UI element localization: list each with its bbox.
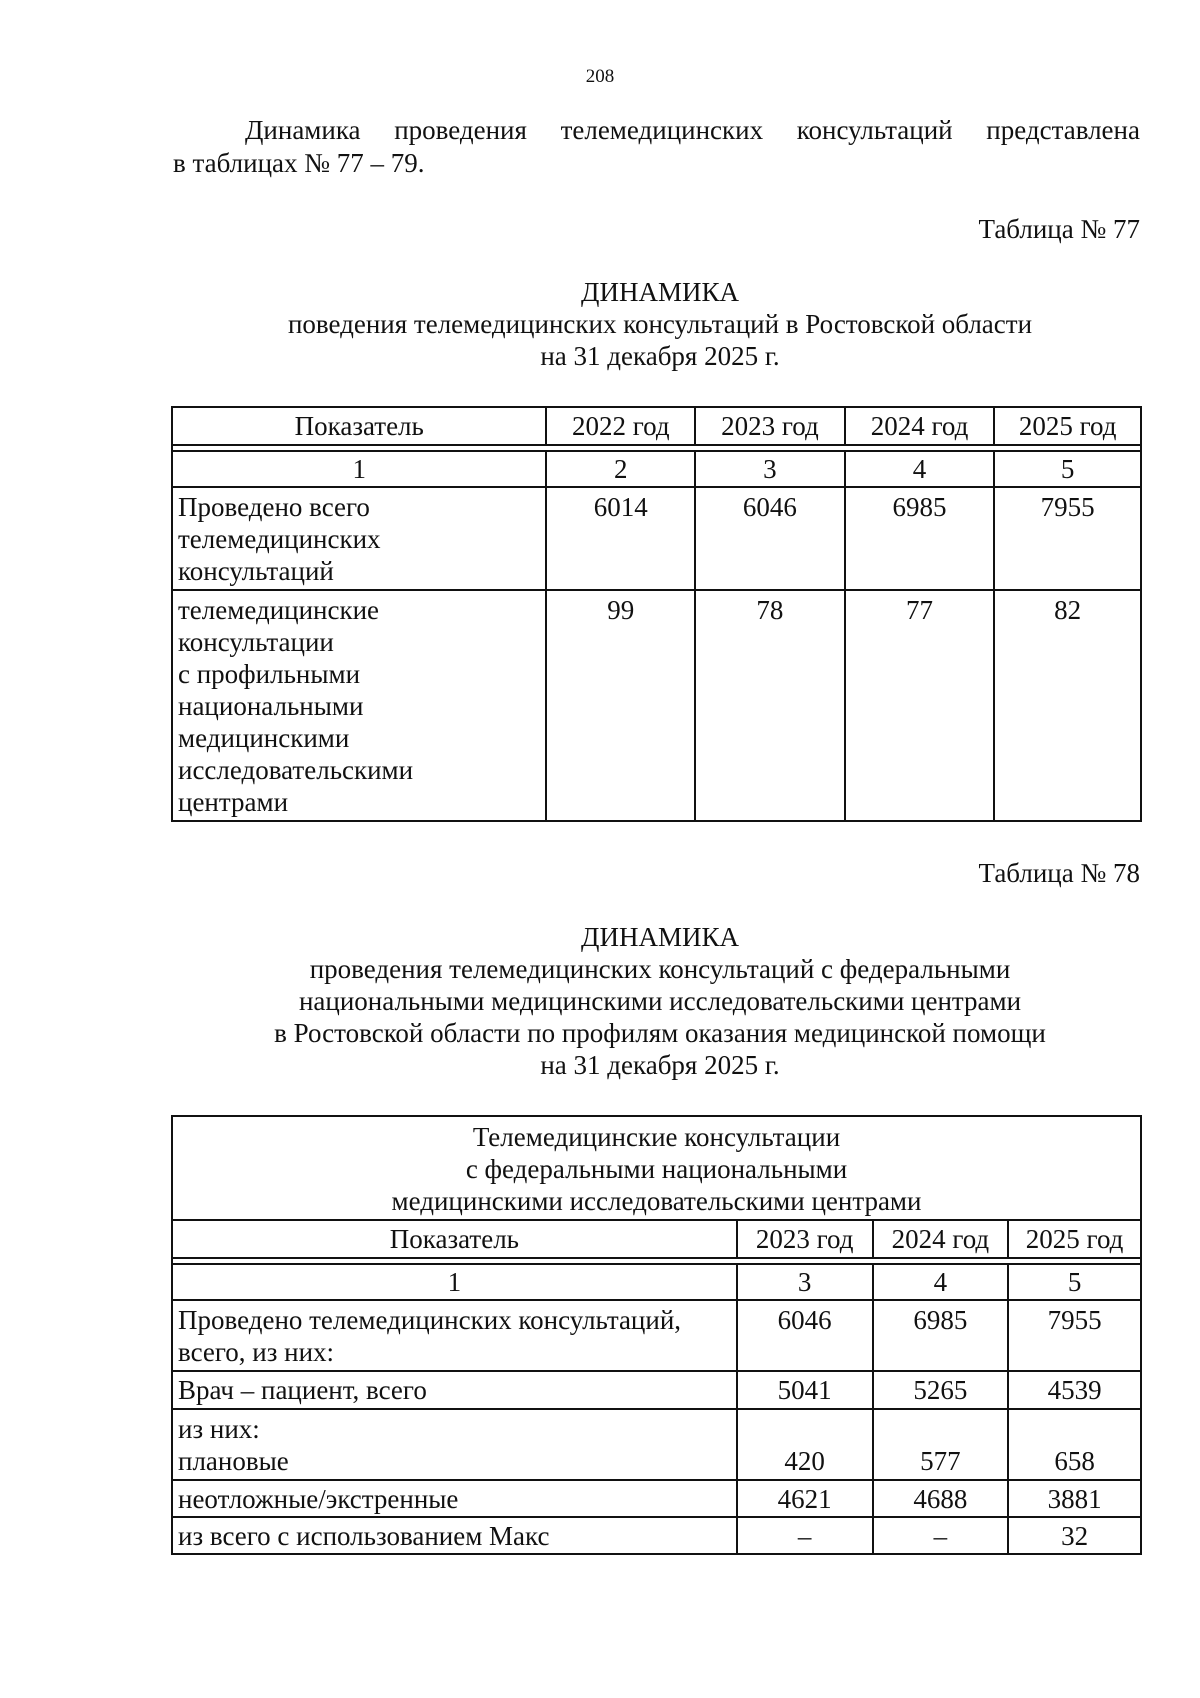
table78-numbering-cell: 1: [172, 1264, 737, 1300]
row-label-line: телемедицинских: [178, 524, 381, 554]
intro-line-1: [173, 114, 1140, 147]
table-cell: 6985: [873, 1300, 1009, 1371]
row-label-line: Врач – пациент, всего: [178, 1375, 427, 1405]
table78-row-label: [172, 1409, 737, 1480]
table77-title-block: [160, 276, 1160, 372]
table77-subtitle-line: поведения телемедицинских консультаций в Ростовской области: [287, 309, 1033, 339]
table-cell: 7955: [1008, 1300, 1141, 1371]
row-label-line: из них:: [178, 1414, 260, 1444]
table77-numbering-cell: 4: [845, 451, 995, 487]
table78-row-label: [172, 1480, 737, 1517]
table-row: [172, 590, 1141, 821]
table78-numbering-cell: 5: [1008, 1264, 1141, 1300]
table78-group-header-row: [172, 1116, 1141, 1220]
table-cell: 5041: [737, 1371, 873, 1409]
intro-line-2: в таблицах № 77 – 79.: [173, 148, 425, 178]
table77-header-cell: 2024 год: [845, 407, 995, 445]
table-cell: 3881: [1008, 1480, 1141, 1517]
table77: [171, 406, 1142, 822]
intro-word: представлена: [986, 115, 1140, 145]
row-label-line: Проведено телемедицинских консультаций,: [178, 1305, 682, 1335]
table77-numbering-cell: 1: [172, 451, 546, 487]
row-label-line: центрами: [178, 787, 289, 817]
table78-row-label: [172, 1371, 737, 1409]
row-label-line: телемедицинские: [178, 595, 380, 625]
table78-row-label: [172, 1517, 737, 1554]
table78-subtitle-line: на 31 декабря 2025 г.: [540, 1050, 780, 1080]
table78-header-cell: 2025 год: [1008, 1220, 1141, 1258]
table-row: [172, 1409, 1141, 1480]
table-cell: 78: [695, 590, 845, 821]
table78-title-block: [160, 921, 1160, 1081]
group-header-line: Телемедицинские консультации: [472, 1122, 841, 1152]
table-row: [172, 487, 1141, 590]
row-label-line: плановые: [178, 1446, 289, 1476]
table-cell: 4688: [873, 1480, 1009, 1517]
table-cell: 6014: [546, 487, 695, 590]
table78-numbering-cell: 4: [873, 1264, 1009, 1300]
table77-numbering-cell: 2: [546, 451, 695, 487]
table-cell: 420: [737, 1409, 873, 1480]
table-cell: –: [873, 1517, 1009, 1554]
table77-header-cell: Показатель: [172, 407, 546, 445]
table78-numbering-cell: 3: [737, 1264, 873, 1300]
table78-subtitle-line: в Ростовской области по профилям оказания медицинской помощи: [274, 1018, 1046, 1048]
intro-word: консультаций: [796, 115, 953, 145]
table-cell: 77: [845, 590, 995, 821]
table-cell: 7955: [994, 487, 1141, 590]
table78-subtitle-line: проведения телемедицинских консультаций с федеральными: [309, 954, 1011, 984]
table77-title: ДИНАМИКА: [581, 277, 739, 307]
table-cell: 6046: [695, 487, 845, 590]
table-cell: 32: [1008, 1517, 1141, 1554]
table-cell: 577: [873, 1409, 1009, 1480]
table-cell: 4539: [1008, 1371, 1141, 1409]
table77-numbering-cell: 5: [994, 451, 1141, 487]
intro-paragraph: [173, 114, 1140, 180]
table77-header-cell: 2022 год: [546, 407, 695, 445]
table-cell: 6046: [737, 1300, 873, 1371]
table78-header-cell: 2023 год: [737, 1220, 873, 1258]
table78-caption: Таблица № 78: [978, 858, 1140, 888]
table77-header-cell: 2025 год: [994, 407, 1141, 445]
table-row: [172, 1480, 1141, 1517]
group-header-line: медицинскими исследовательскими центрами: [391, 1186, 922, 1216]
table-cell: 658: [1008, 1409, 1141, 1480]
intro-word: проведения: [394, 115, 527, 145]
table78-header-row: [172, 1220, 1141, 1258]
intro-word: Динамика: [245, 115, 361, 145]
group-header-line: с федеральными национальными: [465, 1154, 848, 1184]
table-cell: –: [737, 1517, 873, 1554]
row-label-line: неотложные/экстренные: [178, 1483, 459, 1514]
table77-header-cell: 2023 год: [695, 407, 845, 445]
row-label-line: медицинскими: [178, 723, 350, 753]
table77-subtitle-line: на 31 декабря 2025 г.: [540, 341, 780, 371]
table78-row-label: [172, 1300, 737, 1371]
table78-numbering-row: [172, 1264, 1141, 1300]
table-cell: 4621: [737, 1480, 873, 1517]
page-number: 208: [585, 66, 615, 87]
row-label-line: с профильными: [178, 659, 361, 689]
row-label-line: всего, из них:: [178, 1337, 335, 1367]
row-label-line: национальными: [178, 691, 364, 721]
table-cell: 6985: [845, 487, 995, 590]
table-row: [172, 1517, 1141, 1554]
row-label-line: Проведено всего: [178, 492, 370, 522]
table78-header-cell: Показатель: [172, 1220, 737, 1258]
table-cell: 82: [994, 590, 1141, 821]
table78-subtitle-line: национальными медицинскими исследовательскими центрами: [298, 986, 1022, 1016]
table77-row-label: [172, 590, 546, 821]
table77-header-row: [172, 407, 1141, 445]
intro-word: телемедицинских: [560, 115, 764, 145]
table78-header-cell: 2024 год: [873, 1220, 1009, 1258]
row-label-line: исследовательскими: [178, 755, 414, 785]
table-cell: 5265: [873, 1371, 1009, 1409]
table77-numbering-cell: 3: [695, 451, 845, 487]
table78-group-header: [172, 1116, 1141, 1220]
table77-numbering-row: [172, 451, 1141, 487]
table77-caption: Таблица № 77: [978, 214, 1140, 244]
table-row: [172, 1300, 1141, 1371]
table-row: [172, 1371, 1141, 1409]
table78: [171, 1115, 1142, 1555]
table-cell: 99: [546, 590, 695, 821]
row-label-line: консультаций: [178, 556, 334, 586]
table78-title: ДИНАМИКА: [581, 922, 739, 952]
table77-row-label: [172, 487, 546, 590]
row-label-line: из всего с использованием Макс: [178, 1520, 550, 1551]
row-label-line: консультации: [178, 627, 334, 657]
